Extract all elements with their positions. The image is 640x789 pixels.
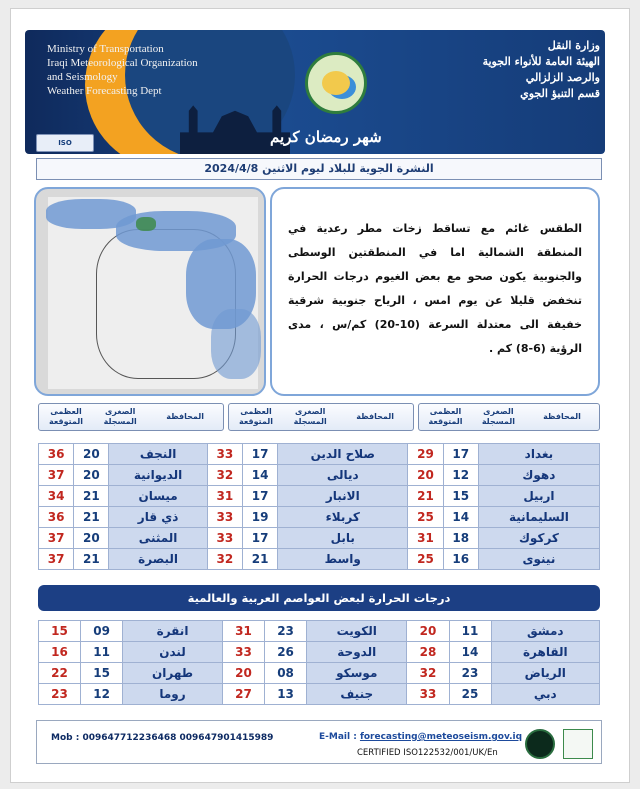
en-line-3: and Seismology xyxy=(47,71,118,83)
gov-cell: ميسان xyxy=(109,486,207,507)
min-cell: 08 xyxy=(265,663,307,684)
header-min: الصغرى المسجلة xyxy=(293,407,327,426)
ar-line-1: وزارة النقل xyxy=(547,39,600,52)
max-cell: 31 xyxy=(207,486,242,507)
table-row xyxy=(39,663,600,684)
weather-map xyxy=(34,187,266,396)
header-gov: المحافظة xyxy=(166,412,204,421)
city-cell: القاهرة xyxy=(491,642,599,663)
header-min: الصغرى المسجلة xyxy=(103,407,137,426)
ar-line-3: والرصد الزلزالي xyxy=(525,71,600,84)
gov-cell: المثنى xyxy=(109,528,207,549)
ar-line-4: قسم التنبؤ الجوي xyxy=(520,87,600,100)
min-cell: 15 xyxy=(443,486,478,507)
gov-cell: كركوك xyxy=(478,528,599,549)
min-cell: 09 xyxy=(81,621,123,642)
gov-cell: الديوانية xyxy=(109,465,207,486)
min-cell: 15 xyxy=(81,663,123,684)
gov-cell: كربلاء xyxy=(278,507,408,528)
max-cell: 25 xyxy=(408,549,443,570)
gov-cell: بابل xyxy=(278,528,408,549)
max-cell: 37 xyxy=(39,549,74,570)
mobile-numbers: Mob : 009647712236468 009647901415989 xyxy=(51,733,274,743)
city-cell: روما xyxy=(123,684,223,705)
table-row xyxy=(39,528,600,549)
max-cell: 32 xyxy=(407,663,449,684)
ramadan-greeting: شهر رمضان كريم xyxy=(270,128,382,146)
min-cell: 11 xyxy=(449,621,491,642)
min-cell: 11 xyxy=(81,642,123,663)
max-cell: 33 xyxy=(207,528,242,549)
local-temperature-table xyxy=(38,443,600,570)
min-cell: 13 xyxy=(265,684,307,705)
header-max: العظمى المتوقعة xyxy=(239,407,274,426)
max-cell: 21 xyxy=(408,486,443,507)
footer-logo-seal xyxy=(525,729,555,759)
iso-badge: ISO xyxy=(36,134,94,152)
world-capitals-title: درجات الحرارة لبعض العواصم العربية والعالمية xyxy=(38,585,600,611)
table-row xyxy=(39,684,600,705)
table-row xyxy=(39,444,600,465)
table-row xyxy=(39,642,600,663)
email-line xyxy=(319,732,522,742)
max-cell: 23 xyxy=(39,684,81,705)
max-cell: 37 xyxy=(39,528,74,549)
max-cell: 31 xyxy=(408,528,443,549)
forecast-text: الطقس غائم مع تساقط زخات مطر رعدية في المنطقة الشمالية اما في المنطقتين الوسطى والجنوبية يكون صحو مع بعض الغيوم درجات الحرارة تنخفض قليلا عن يوم امس ، الرياح جنوبية شرقية خفيفة الى معتدلة السرعة (10-20) كم/س ، مدى الرؤية (6-8) كم . xyxy=(288,222,582,355)
email-label: E-Mail : xyxy=(319,732,360,742)
header-gov: المحافظة xyxy=(543,412,581,421)
city-cell: طهران xyxy=(123,663,223,684)
city-cell: الدوحة xyxy=(307,642,407,663)
max-cell: 37 xyxy=(39,465,74,486)
max-cell: 33 xyxy=(222,642,264,663)
city-cell: الرياض xyxy=(491,663,599,684)
max-cell: 36 xyxy=(39,444,74,465)
min-cell: 17 xyxy=(443,444,478,465)
table-row xyxy=(39,486,600,507)
min-cell: 20 xyxy=(74,528,109,549)
min-cell: 21 xyxy=(74,549,109,570)
min-cell: 20 xyxy=(74,465,109,486)
max-cell: 20 xyxy=(407,621,449,642)
en-line-4: Weather Forecasting Dept xyxy=(47,85,162,97)
gov-cell: بغداد xyxy=(478,444,599,465)
gov-cell: صلاح الدين xyxy=(278,444,408,465)
table-header-2 xyxy=(228,403,414,431)
min-cell: 23 xyxy=(449,663,491,684)
min-cell: 21 xyxy=(242,549,277,570)
ministry-en-title xyxy=(47,42,198,98)
min-cell: 17 xyxy=(242,486,277,507)
world-temperature-table xyxy=(38,620,600,705)
city-cell: جنيف xyxy=(307,684,407,705)
city-cell: موسكو xyxy=(307,663,407,684)
city-cell: انقرة xyxy=(123,621,223,642)
cloud-band xyxy=(211,309,261,379)
max-cell: 22 xyxy=(39,663,81,684)
min-cell: 14 xyxy=(449,642,491,663)
gov-cell: ديالى xyxy=(278,465,408,486)
max-cell: 36 xyxy=(39,507,74,528)
min-cell: 20 xyxy=(74,444,109,465)
min-cell: 26 xyxy=(265,642,307,663)
table-row xyxy=(39,507,600,528)
min-cell: 17 xyxy=(242,528,277,549)
min-cell: 12 xyxy=(81,684,123,705)
max-cell: 33 xyxy=(207,507,242,528)
min-cell: 21 xyxy=(74,507,109,528)
min-cell: 21 xyxy=(74,486,109,507)
ministry-ar-title xyxy=(483,38,600,102)
bulletin-title: النشرة الجوية للبلاد ليوم الاثنين 2024/4/8 xyxy=(36,158,602,180)
city-cell: دبي xyxy=(491,684,599,705)
header-max: العظمى المتوقعة xyxy=(428,407,463,426)
city-cell: لندن xyxy=(123,642,223,663)
sun-cloud-icon xyxy=(322,71,350,95)
gov-cell: دهوك xyxy=(478,465,599,486)
certification: CERTIFIED ISO122532/001/UK/En xyxy=(357,748,498,758)
footer xyxy=(36,720,602,764)
email-link[interactable]: forecasting@meteoseism.gov.iq xyxy=(359,732,523,742)
table-row xyxy=(39,465,600,486)
max-cell: 34 xyxy=(39,486,74,507)
header-max: العظمى المتوقعة xyxy=(49,407,84,426)
min-cell: 23 xyxy=(265,621,307,642)
max-cell: 31 xyxy=(222,621,264,642)
max-cell: 33 xyxy=(207,444,242,465)
min-cell: 19 xyxy=(242,507,277,528)
max-cell: 33 xyxy=(407,684,449,705)
min-cell: 18 xyxy=(443,528,478,549)
header-min: الصغرى المسجلة xyxy=(481,407,515,426)
max-cell: 16 xyxy=(39,642,81,663)
min-cell: 14 xyxy=(443,507,478,528)
min-cell: 12 xyxy=(443,465,478,486)
gov-cell: اربيل xyxy=(478,486,599,507)
table-row xyxy=(39,621,600,642)
max-cell: 28 xyxy=(407,642,449,663)
gov-cell: نينوى xyxy=(478,549,599,570)
city-cell: دمشق xyxy=(491,621,599,642)
table-row xyxy=(39,549,600,570)
max-cell: 32 xyxy=(207,549,242,570)
min-cell: 25 xyxy=(449,684,491,705)
gov-cell: النجف xyxy=(109,444,207,465)
gov-cell: واسط xyxy=(278,549,408,570)
table-header-3 xyxy=(38,403,224,431)
max-cell: 25 xyxy=(408,507,443,528)
organization-logo xyxy=(305,52,367,114)
rain-cell xyxy=(136,217,156,231)
max-cell: 29 xyxy=(408,444,443,465)
min-cell: 17 xyxy=(242,444,277,465)
min-cell: 16 xyxy=(443,549,478,570)
gov-cell: السليمانية xyxy=(478,507,599,528)
city-cell: الكويت xyxy=(307,621,407,642)
en-line-1: Ministry of Transportation xyxy=(47,43,164,55)
gov-cell: الانبار xyxy=(278,486,408,507)
forecast-box xyxy=(270,187,600,396)
gov-cell: ذي قار xyxy=(109,507,207,528)
gov-cell: البصرة xyxy=(109,549,207,570)
max-cell: 32 xyxy=(207,465,242,486)
max-cell: 20 xyxy=(222,663,264,684)
header-gov: المحافظة xyxy=(356,412,394,421)
max-cell: 20 xyxy=(408,465,443,486)
en-line-2: Iraqi Meteorological Organization xyxy=(47,57,198,69)
max-cell: 27 xyxy=(222,684,264,705)
ar-line-2: الهيئة العامة للأنواء الجوية xyxy=(482,55,600,68)
footer-logo-cert xyxy=(563,729,593,759)
max-cell: 15 xyxy=(39,621,81,642)
min-cell: 14 xyxy=(242,465,277,486)
table-header-1 xyxy=(418,403,600,431)
